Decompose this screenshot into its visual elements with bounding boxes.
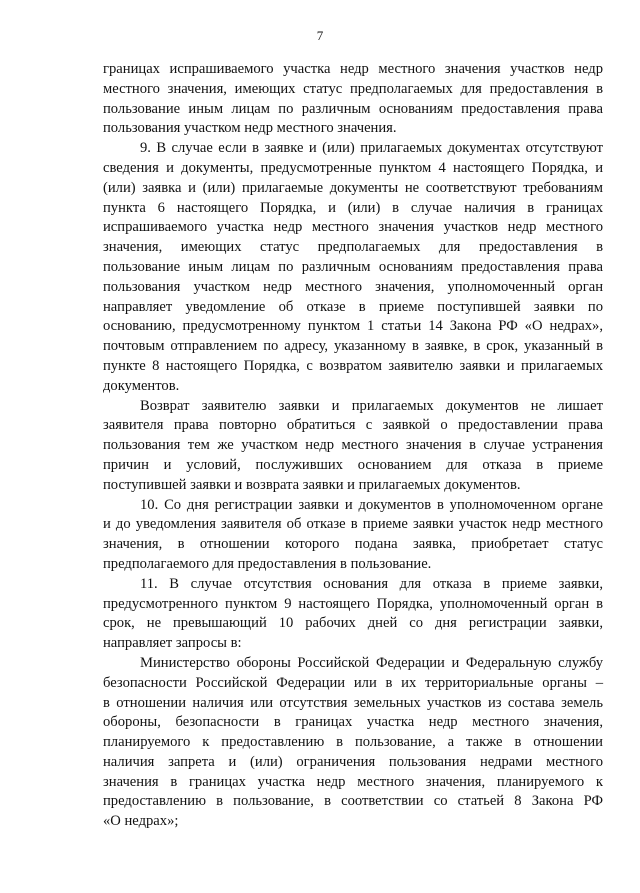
- text-line: испрашиваемого участка недр местного значения участков недр местного: [103, 219, 603, 236]
- text-line: пункте 8 настоящего Порядка, с возвратом заявителю заявки и прилагаемых: [103, 357, 603, 374]
- paragraph-ministry-request: [103, 654, 603, 832]
- text-line: обороны, безопасности в границах участка недр местного значения,: [103, 714, 603, 731]
- text-line: основанию, предусмотренному пунктом 1 статьи 14 Закона РФ «О недрах»,: [103, 318, 603, 335]
- paragraph-item-11: [103, 575, 603, 654]
- text-line: значения в границах участка недр местного значения, планируемого к: [103, 773, 603, 790]
- text-line: безопасности Российской Федерации или в их территориальные органы –: [103, 674, 603, 691]
- document-body: [103, 60, 603, 832]
- text-line: 10. Со дня регистрации заявки и документов в уполномоченном органе: [140, 496, 603, 513]
- text-line: 9. В случае если в заявке и (или) прилагаемых документах отсутствуют: [140, 140, 603, 157]
- text-line: пользования тем же участком недр местного значения в случае устранения: [103, 437, 603, 454]
- text-line: в отношении наличия или отсутствия земельных участков из состава земель: [103, 694, 603, 711]
- text-line: пользование иным лицам по различным основаниям предоставления права: [103, 100, 603, 117]
- text-line: предоставлению в пользование, в соответствии со статьей 8 Закона РФ: [103, 793, 603, 810]
- text-line: срок, не превышающий 10 рабочих дней со дня регистрации заявки,: [103, 615, 603, 632]
- text-line: предполагаемого для предоставления в пользование.: [103, 555, 432, 572]
- paragraph-item-9: [103, 139, 603, 396]
- text-line: направляет уведомление об отказе в приеме поступившей заявки по: [103, 298, 603, 315]
- text-line: документов.: [103, 377, 180, 394]
- page-number: 7: [316, 28, 324, 43]
- text-line: планируемого к предоставлению в пользование, а также в отношении: [103, 734, 603, 751]
- text-line: поступившей заявки и возврата заявки и прилагаемых документов.: [103, 476, 521, 493]
- text-line: предусмотренного пунктом 9 настоящего Порядка, уполномоченный орган в: [103, 595, 603, 612]
- text-line: пользование иным лицам по различным основаниям предоставления права: [103, 258, 603, 275]
- text-line: наличия запрета и (или) ограничения пользования недрами местного: [103, 753, 603, 770]
- text-line: пользования участком недр местного значения.: [103, 120, 397, 137]
- text-line: пользования участком недр местного значения, уполномоченный орган: [103, 278, 603, 295]
- text-line: границах испрашиваемого участка недр местного значения участков недр: [103, 61, 603, 77]
- text-line: значения, в отношении которого подана заявка, приобретает статус: [103, 536, 603, 553]
- text-line: (или) заявка и (или) прилагаемые документы не соответствуют требованиям: [103, 179, 603, 196]
- text-line: 11. В случае отсутствия основания для отказа в приеме заявки,: [140, 575, 603, 592]
- text-line: заявителя права повторно обратиться с заявкой о предоставлении права: [103, 417, 603, 434]
- text-line: значения, имеющих статус предполагаемых для предоставления в: [103, 239, 603, 256]
- text-line: сведения и документы, предусмотренные пунктом 4 настоящего Порядка, и: [103, 159, 603, 176]
- text-line: «О недрах»;: [103, 813, 179, 830]
- paragraph-return-note: [103, 397, 603, 496]
- text-line: и до уведомления заявителя об отказе в приеме заявки участок недр местного: [103, 516, 603, 533]
- text-line: почтовым отправлением по адресу, указанному в заявке, в срок, указанный в: [103, 338, 603, 355]
- text-line: причин и условий, послуживших основанием для отказа в приеме: [103, 456, 603, 473]
- paragraph-continuation: [103, 60, 603, 139]
- text-line: Возврат заявителю заявки и прилагаемых документов не лишает: [140, 397, 603, 414]
- text-line: направляет запросы в:: [103, 635, 242, 652]
- text-line: пункта 6 настоящего Порядка, и (или) в случае наличия в границах: [103, 199, 603, 216]
- text-line: Министерство обороны Российской Федерации и Федеральную службу: [140, 654, 603, 671]
- text-line: местного значения, имеющих статус предполагаемых для предоставления в: [103, 80, 603, 97]
- paragraph-item-10: [103, 496, 603, 575]
